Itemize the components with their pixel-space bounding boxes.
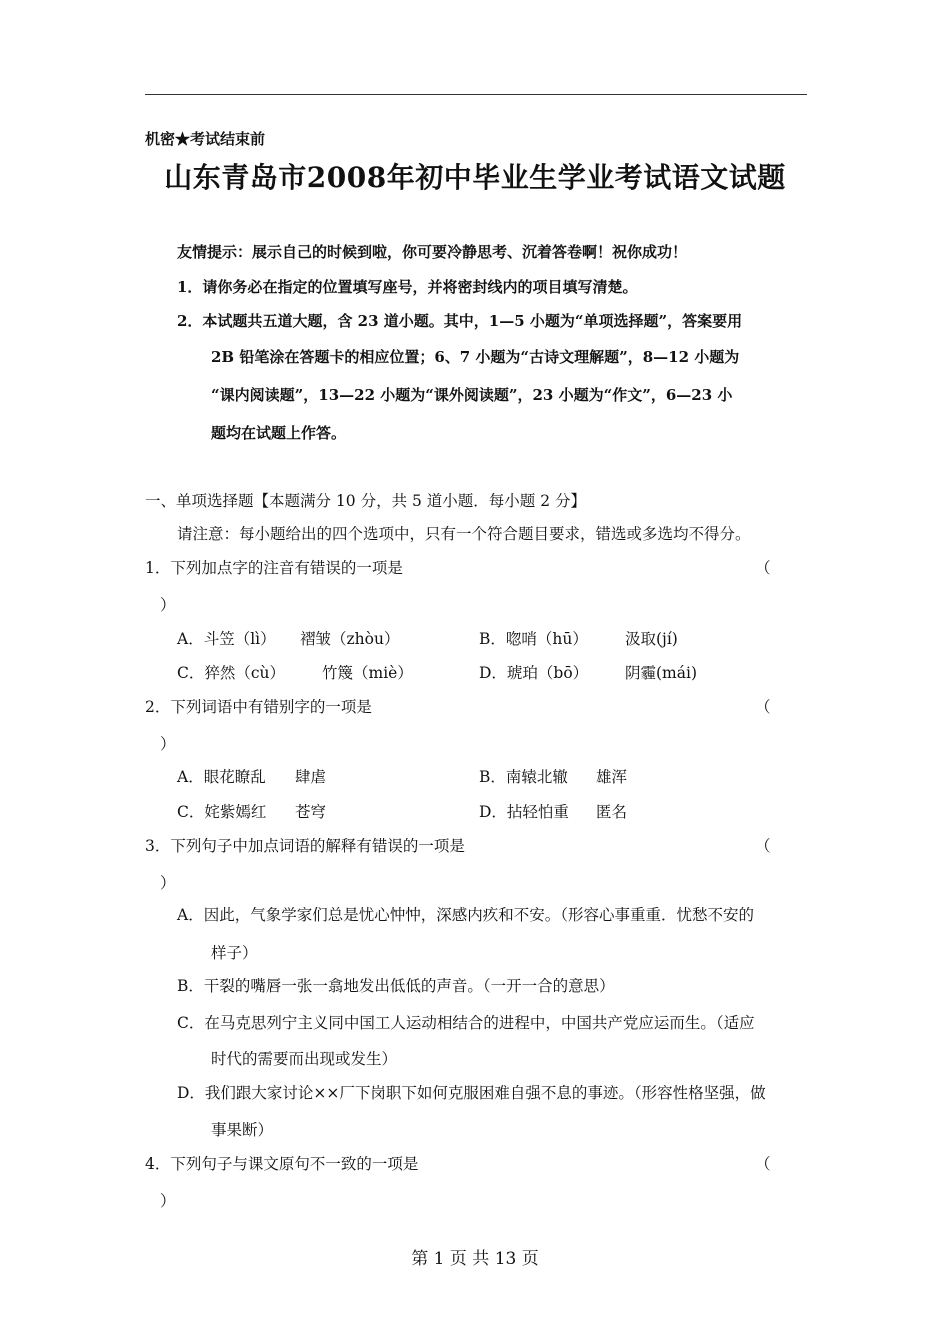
answer-paren-close: ） [160, 735, 176, 753]
q2-option-b-1: B．南辕北辙 [479, 768, 568, 786]
top-rule [145, 94, 807, 95]
q1-option-a-2: 褶皱（zhòu） [300, 630, 400, 648]
q3-option-a-line-1: A．因此，气象学家们总是忧心忡忡，深感内疚和不安。（形容心事重重．忧愁不安的 [177, 906, 754, 924]
page-title: 山东青岛市2008年初中毕业生学业考试语文试题 [164, 161, 786, 194]
section-1-note: 请注意：每小题给出的四个选项中，只有一个符合题目要求，错选或多选均不得分。 [177, 525, 751, 543]
question-1-stem: 1．下列加点字的注音有错误的一项是 [145, 559, 403, 577]
q2-option-b-2: 雄浑 [596, 768, 628, 786]
answer-paren-close: ） [160, 596, 176, 614]
page-footer: 第 1 页 共 13 页 [411, 1249, 539, 1269]
q1-option-c-1: C．猝然（cù） [177, 664, 286, 682]
q2-option-d-1: D．拈轻怕重 [479, 803, 569, 821]
tip-item-1: 1．请你务必在指定的位置填写座号，并将密封线内的项目填写清楚。 [177, 278, 638, 296]
section-1-heading: 一、单项选择题【本题满分 10 分，共 5 道小题．每小题 2 分】 [145, 492, 587, 510]
tip-item-2-line-4: 题均在试题上作答。 [211, 424, 347, 442]
confidential-label: 机密★考试结束前 [145, 130, 266, 148]
q3-option-c-line-2: 时代的需要而出现或发生） [211, 1050, 398, 1068]
answer-paren-close: ） [160, 1192, 176, 1210]
tip-item-2-line-2: 2B 铅笔涂在答题卡的相应位置；6、7 小题为“古诗文理解题”，8—12 小题为 [211, 348, 740, 366]
tip-intro: 友情提示：展示自己的时候到啦，你可要冷静思考、沉着答卷啊！祝你成功！ [177, 243, 688, 261]
q1-option-d-2: 阴霾(mái) [625, 664, 697, 682]
answer-paren-open: （ [755, 837, 771, 855]
tip-item-2-line-3: “课内阅读题”，13—22 小题为“课外阅读题”，23 小题为“作文”，6—23 小 [211, 386, 733, 404]
q3-option-a-line-2: 样子） [211, 944, 258, 962]
q1-option-d-1: D．琥珀（bō） [479, 664, 589, 682]
question-3-stem: 3．下列句子中加点词语的解释有错误的一项是 [145, 837, 465, 855]
tip-item-2-line-1: 2．本试题共五道大题，含 23 道小题。其中，1—5 小题为“单项选择题”，答案要用 [177, 312, 743, 330]
answer-paren-open: （ [755, 1155, 771, 1173]
q3-option-d-line-1: D．我们跟大家讨论××厂下岗职下如何克服困难自强不息的事迹。（形容性格坚强，做 [177, 1084, 766, 1102]
q3-option-c-line-1: C．在马克思列宁主义同中国工人运动相结合的进程中，中国共产党应运而生。（适应 [177, 1014, 755, 1032]
question-2-stem: 2．下列词语中有错别字的一项是 [145, 698, 372, 716]
q2-option-a-1: A．眼花瞭乱 [177, 768, 266, 786]
q2-option-d-2: 匿名 [596, 803, 628, 821]
q3-option-d-line-2: 事果断） [211, 1121, 274, 1139]
answer-paren-open: （ [755, 559, 771, 577]
answer-paren-close: ） [160, 874, 176, 892]
q2-option-c-1: C．姹紫嫣红 [177, 803, 267, 821]
q2-option-c-2: 苍穹 [295, 803, 327, 821]
q1-option-b-1: B．唿哨（hū） [479, 630, 588, 648]
q1-option-b-2: 汲取(jí) [625, 630, 678, 648]
q3-option-b: B．干裂的嘴唇一张一翕地发出低低的声音。（一开一合的意思） [177, 977, 615, 995]
answer-paren-open: （ [755, 698, 771, 716]
question-4-stem: 4．下列句子与课文原句不一致的一项是 [145, 1155, 419, 1173]
q2-option-a-2: 肆虐 [295, 768, 327, 786]
q1-option-c-2: 竹篾（miè） [322, 664, 413, 682]
q1-option-a-1: A．斗笠（lì） [177, 630, 276, 648]
